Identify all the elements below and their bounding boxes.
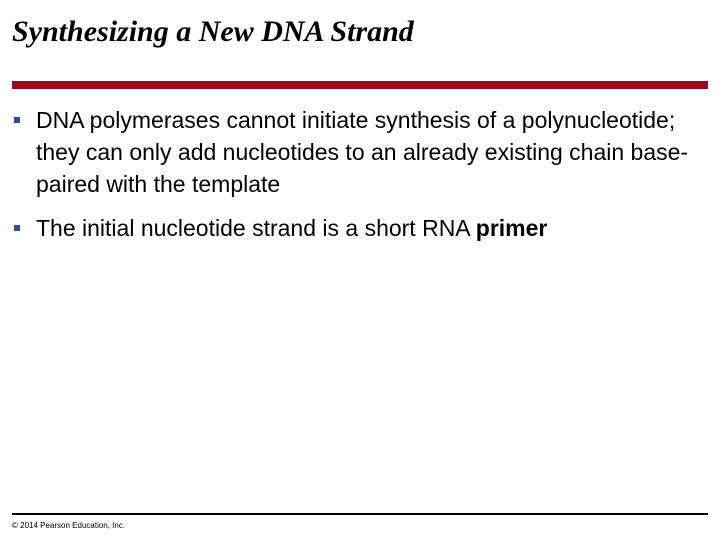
title-divider [12,81,708,89]
bullet-text-bold: primer [475,215,548,241]
bullet-list [12,104,712,256]
bullet-item [12,104,712,200]
bullet-text-plain: DNA polymerases cannot initiate synthesis of a polynucleotide; they can only add nucleotides to an already existing chain base-paired with the template [36,107,689,197]
square-bullet-icon [14,225,20,231]
bullet-text [36,215,547,241]
copyright-footer: © 2014 Pearson Education, Inc. [12,521,126,530]
square-bullet-icon [14,117,20,123]
footer-divider [12,513,708,515]
slide-title: Synthesizing a New DNA Strand [12,15,414,48]
bullet-text [36,107,688,197]
bullet-text-plain: The initial nucleotide strand is a short RNA [36,215,476,241]
bullet-item [12,212,712,244]
